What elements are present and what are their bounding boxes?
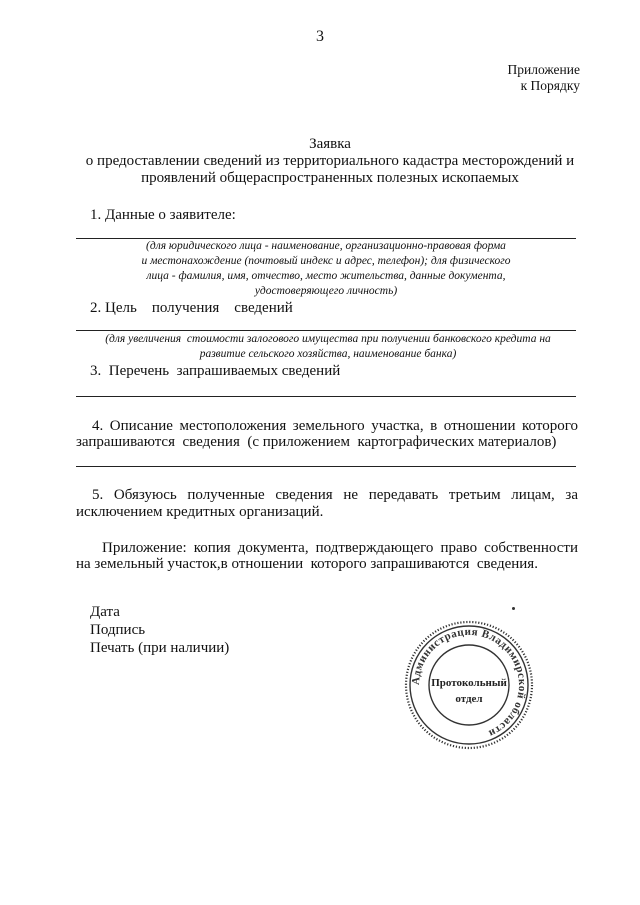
section-2-note-line-2: развитие сельского хозяйства, наименование банка) [199, 348, 457, 360]
appendix-line-1: Приложение [507, 62, 580, 77]
section-5-line-2: исключением кредитных организаций. [76, 504, 324, 520]
date-label: Дата [90, 604, 120, 620]
section-4-line-1: 4. Описание местоположения земельного участка, в отношении которого [92, 418, 578, 434]
stamp-seal-icon [402, 618, 536, 752]
stamp-ring-text: Администрация Владимирской области [409, 625, 529, 740]
section-4-line-2: запрашиваются сведения (с приложением картографических материалов) [76, 434, 557, 450]
title-line-3: проявлений общераспространенных полезных ископаемых [141, 170, 519, 186]
section-1-label: 1. Данные о заявителе: [90, 207, 236, 223]
seal-label: Печать (при наличии) [90, 640, 230, 656]
section-2-note [76, 332, 580, 362]
document-title [60, 136, 600, 187]
appendix-reference [508, 62, 580, 94]
section-1-note-line-3: лица - фамилия, имя, отчество, место жительства, данные документа, [146, 270, 506, 282]
attachment-line-2: на земельный участок,в отношении которого запрашиваются сведения. [76, 556, 538, 572]
official-stamp [402, 618, 536, 752]
ink-dot [512, 607, 515, 610]
section-2-note-line-1: (для увеличения стоимости залогового имущества при получении банковского кредита на [105, 333, 551, 345]
attachment-line-1: Приложение: копия документа, подтверждающего право собственности [102, 540, 578, 556]
page-number: 3 [316, 28, 324, 45]
stamp-center-line-1: Протокольный [431, 677, 507, 689]
section-4-fill-line [76, 466, 576, 467]
title-line-2: о предоставлении сведений из территориального кадастра месторождений и [85, 153, 575, 169]
section-1-note [76, 239, 576, 299]
appendix-line-2: к Порядку [520, 78, 580, 93]
stamp-center-line-2: отдел [455, 693, 483, 705]
section-1-note-line-2: и местонахождение (почтовый индекс и адрес, телефон); для физического [141, 255, 511, 267]
section-3-fill-line [76, 396, 576, 397]
section-2-fill-line [76, 330, 576, 331]
section-5-line-1: 5. Обязуюсь полученные сведения не передавать третьим лицам, за [92, 487, 578, 503]
section-1-note-line-1: (для юридического лица - наименование, организационно-правовая форма [146, 240, 506, 252]
section-3-label: 3. Перечень запрашиваемых сведений [90, 363, 341, 379]
signature-label: Подпись [90, 622, 146, 638]
title-line-1: Заявка [309, 136, 351, 152]
section-2-label: 2. Цель получения сведений [90, 300, 293, 316]
section-1-note-line-4: удостоверяющего личность) [254, 285, 398, 297]
